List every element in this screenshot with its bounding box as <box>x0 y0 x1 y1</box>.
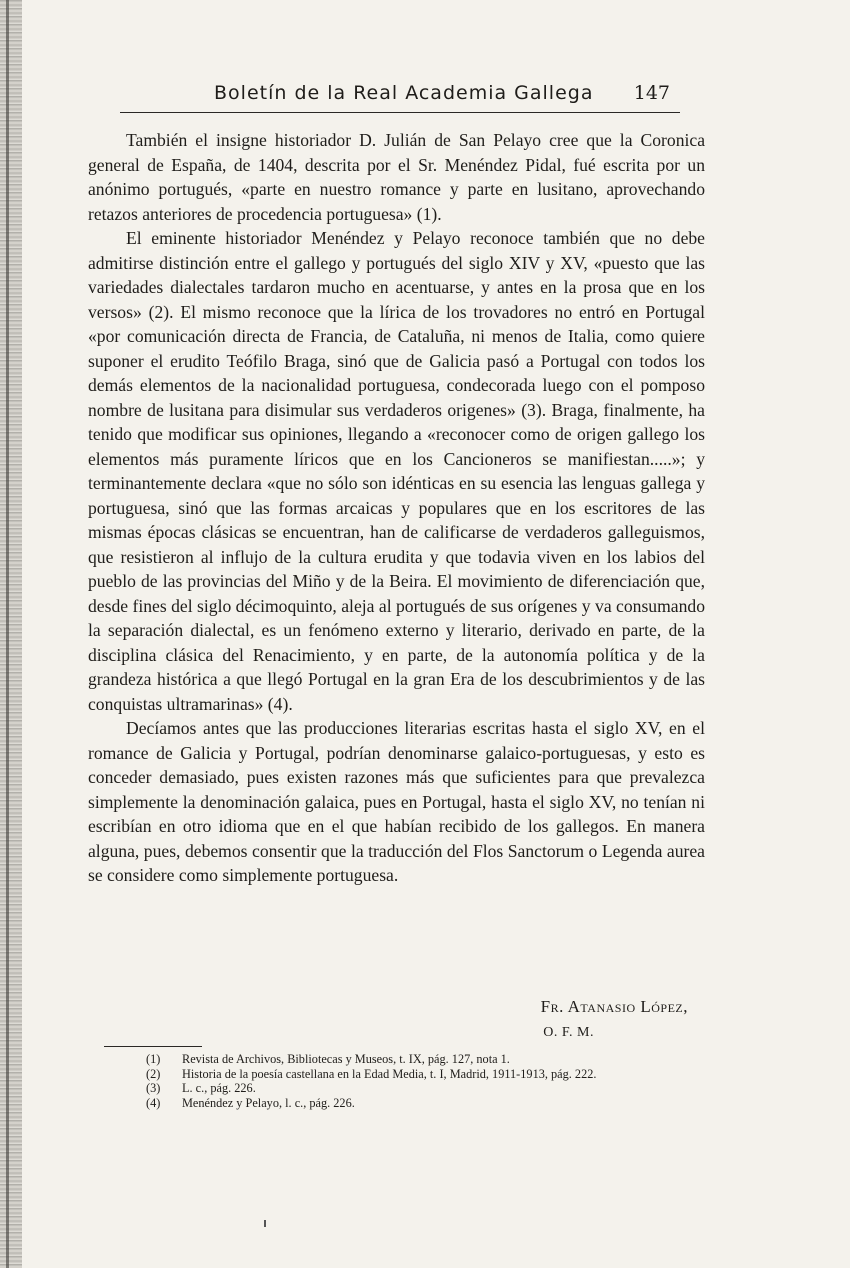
footnote-text: Revista de Archivos, Bibliotecas y Museos, t. IX, pág. 127, nota 1. <box>182 1052 510 1066</box>
article-body <box>88 128 705 888</box>
author-name: Fr. Atanasio López, <box>540 997 688 1016</box>
footnote-number: (3) <box>146 1081 161 1095</box>
ink-speck <box>264 1220 266 1227</box>
footnote-number: (4) <box>146 1095 161 1110</box>
footnote <box>146 1052 726 1067</box>
footnote-text: Historia de la poesía castellana en la Edad Media, t. I, Madrid, 1911-1913, pág. 222. <box>182 1066 597 1081</box>
author-signature <box>88 994 688 1046</box>
footnote-number: (2) <box>146 1066 161 1081</box>
footnotes <box>146 1052 726 1110</box>
paragraph: También el insigne historiador D. Julián de San Pelayo cree que la Coronica general de España, de 1404, descrita por el Sr. Menéndez Pidal, fué escrita por un anónimo portugués, «parte en nuestro romance y parte en lusitano, aprovechando retazos anteriores de procedencia portuguesa» (1). <box>88 130 705 224</box>
page-edge-line <box>6 0 9 1268</box>
author-order: O. F. M. <box>543 1025 594 1040</box>
footnote <box>146 1081 726 1096</box>
journal-title: Boletín de la Real Academia Gallega <box>214 82 594 104</box>
footnote <box>146 1067 726 1082</box>
footnote-text: L. c., pág. 226. <box>182 1081 256 1095</box>
book-spine-shadow <box>0 0 22 1268</box>
page-number: 147 <box>633 82 670 104</box>
paragraph: El eminente historiador Menéndez y Pelayo reconoce también que no debe admitirse distinción entre el gallego y portugués del siglo XIV y XV, «puesto que las variedades dialectales tardaron mucho en acentuarse, y antes en la prosa que en los versos» (2). El mismo reconoce que la lírica de los trovadores no entró en Portugal «por comunicación directa de Francia, de Cataluña, ni menos de Italia, como quiere suponer el erudito Teófilo Braga, sinó que de Galicia pasó a Portugal con todos los demás elementos de la nacionalidad portuguesa, condecorada luego con el pomposo nombre de lusitana para disimular sus verdaderos origenes» (3). Braga, finalmente, ha tenido que modificar sus opiniones, llegando a «reconocer como de origen gallego los elementos más puramente líricos que en los Cancioneros se manifiestan.....»; y terminantemente declara «que no sólo son idénticas en su esencia las lenguas gallega y portuguesa, sinó que las formas arcaicas y populares que en los escritores de las mismas épocas clásicas se encuentran, han de calificarse de verdaderos galleguismos, que resistieron al influjo de la cultura erudita y que todavia viven en los labios del pueblo de las provincias del Miño y de la Beira. El movimiento de diferenciación que, desde fines del siglo décimoquinto, aleja al portugués de sus orígenes y va consumando la separación dialectal, es un fenómeno externo y literario, derivado en parte, de la disciplina clásica del Renacimiento, y en parte, de la autonomía política y de la grandeza histórica a que llegó Portugal en la gran Era de los descubrimientos y de las conquistas ultramarinas» (4). <box>88 228 705 714</box>
running-header <box>120 80 680 113</box>
footnote <box>146 1096 726 1111</box>
footnote-text: Menéndez y Pelayo, l. c., pág. 226. <box>182 1095 355 1110</box>
footnote-separator <box>104 1046 202 1047</box>
paragraph: Decíamos antes que las producciones literarias escritas hasta el siglo XV, en el romance de Galicia y Portugal, podrían denominarse galaico-portuguesas, y esto es conceder demasiado, pues existen razones más que suficientes para que prevalezca simplemente la denominación galaica, pues en Portugal, hasta el siglo XV, no tenían ni escribían en otro idioma que en el que habían recibido de los gallegos. En manera alguna, pues, debemos consentir que la traducción del Flos Sanctorum o Legenda aurea se considere como simplemente portuguesa. <box>88 718 705 885</box>
footnote-number: (1) <box>146 1052 161 1066</box>
